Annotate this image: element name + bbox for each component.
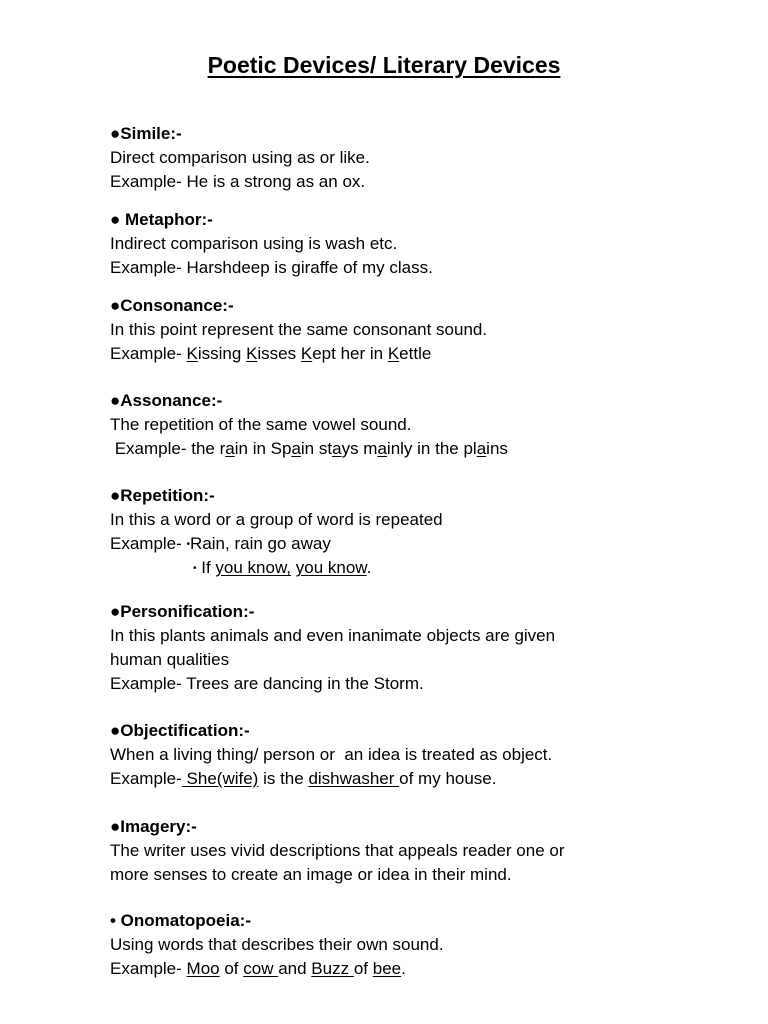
imagery-definition-line1: The writer uses vivid descriptions that appeals reader one or xyxy=(110,841,565,860)
consonance-example: Example- Kissing Kisses Kept her in Kettle xyxy=(110,344,432,363)
consonance-definition: In this point represent the same consonant sound. xyxy=(110,320,488,339)
objectification-heading: ●Objectification:- xyxy=(110,721,250,740)
objectification-definition: When a living thing/ person or an idea is treated as object. xyxy=(110,745,553,764)
onomatopoeia-definition: Using words that describes their own sound. xyxy=(110,935,444,954)
imagery-definition-line2: more senses to create an image or idea in their mind. xyxy=(110,865,512,884)
personification-heading: ●Personification:- xyxy=(110,602,255,621)
assonance-definition: The repetition of the same vowel sound. xyxy=(110,415,412,434)
repetition-definition: In this a word or a group of word is repeated xyxy=(110,510,443,529)
simile-definition: Direct comparison using as or like. xyxy=(110,148,370,167)
onomatopoeia-heading: • Onomatopoeia:- xyxy=(110,911,252,930)
consonance-heading: ●Consonance:- xyxy=(110,296,234,315)
metaphor-heading: ● Metaphor:- xyxy=(110,210,213,229)
personification-definition-line1: In this plants animals and even inanimate objects are given xyxy=(110,626,556,645)
assonance-example: Example- the rain in Spain stays mainly in the plains xyxy=(110,439,508,458)
onomatopoeia-example: Example- Moo of cow and Buzz of bee. xyxy=(110,959,406,978)
personification-definition-line2: human qualities xyxy=(110,650,230,669)
imagery-heading: ●Imagery:- xyxy=(110,817,197,836)
bullet-icon: • xyxy=(186,539,191,550)
repetition-item-1: Rain, rain go away xyxy=(190,534,331,553)
page-title: Poetic Devices/ Literary Devices xyxy=(207,52,561,78)
repetition-heading: ●Repetition:- xyxy=(110,486,215,505)
objectification-example: Example- She(wife) is the dishwasher of my house. xyxy=(110,769,497,788)
simile-example: Example- He is a strong as an ox. xyxy=(110,172,366,191)
metaphor-example: Example- Harshdeep is giraffe of my class. xyxy=(110,258,433,277)
simile-heading: ●Simile:- xyxy=(110,124,182,143)
personification-example: Example- Trees are dancing in the Storm. xyxy=(110,674,424,693)
repetition-example: Example- •Rain, rain go away xyxy=(110,534,331,553)
assonance-heading: ●Assonance:- xyxy=(110,391,223,410)
bullet-icon: • xyxy=(193,563,197,574)
metaphor-definition: Indirect comparison using is wash etc. xyxy=(110,234,398,253)
repetition-item-2: • If you know, you know. xyxy=(193,558,372,577)
